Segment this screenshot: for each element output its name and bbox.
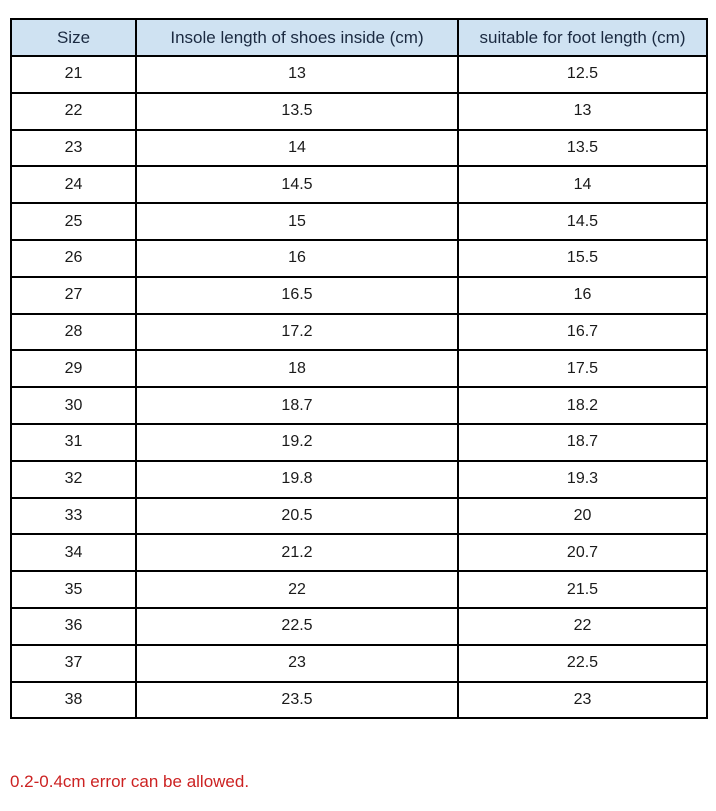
cell-foot-length: 19.3 <box>458 461 707 498</box>
cell-size: 34 <box>11 534 136 571</box>
cell-foot-length: 14.5 <box>458 203 707 240</box>
cell-size: 37 <box>11 645 136 682</box>
cell-insole-length: 14.5 <box>136 166 458 203</box>
cell-size: 26 <box>11 240 136 277</box>
cell-insole-length: 21.2 <box>136 534 458 571</box>
table-row <box>11 166 707 203</box>
cell-foot-length: 13.5 <box>458 130 707 167</box>
table-row <box>11 240 707 277</box>
cell-insole-length: 22.5 <box>136 608 458 645</box>
cell-insole-length: 13 <box>136 56 458 93</box>
cell-size: 22 <box>11 93 136 130</box>
cell-size: 25 <box>11 203 136 240</box>
table-row <box>11 608 707 645</box>
table-row <box>11 682 707 719</box>
cell-foot-length: 15.5 <box>458 240 707 277</box>
cell-insole-length: 16.5 <box>136 277 458 314</box>
cell-insole-length: 20.5 <box>136 498 458 535</box>
table-row <box>11 93 707 130</box>
cell-size: 35 <box>11 571 136 608</box>
table-header-row <box>11 19 707 56</box>
cell-foot-length: 14 <box>458 166 707 203</box>
header-foot-length: suitable for foot length (cm) <box>458 19 707 56</box>
cell-size: 29 <box>11 350 136 387</box>
cell-size: 32 <box>11 461 136 498</box>
cell-foot-length: 18.2 <box>458 387 707 424</box>
cell-foot-length: 23 <box>458 682 707 719</box>
table-body <box>11 56 707 718</box>
cell-foot-length: 22.5 <box>458 645 707 682</box>
table-row <box>11 461 707 498</box>
table-row <box>11 424 707 461</box>
table-row <box>11 314 707 351</box>
table-row <box>11 56 707 93</box>
cell-foot-length: 17.5 <box>458 350 707 387</box>
table-row <box>11 534 707 571</box>
cell-size: 31 <box>11 424 136 461</box>
cell-size: 38 <box>11 682 136 719</box>
cell-insole-length: 17.2 <box>136 314 458 351</box>
cell-size: 30 <box>11 387 136 424</box>
table-row <box>11 387 707 424</box>
cell-insole-length: 14 <box>136 130 458 167</box>
cell-foot-length: 20.7 <box>458 534 707 571</box>
cell-size: 33 <box>11 498 136 535</box>
cell-insole-length: 13.5 <box>136 93 458 130</box>
cell-size: 36 <box>11 608 136 645</box>
cell-foot-length: 16 <box>458 277 707 314</box>
table-row <box>11 498 707 535</box>
cell-foot-length: 13 <box>458 93 707 130</box>
cell-insole-length: 15 <box>136 203 458 240</box>
cell-insole-length: 23 <box>136 645 458 682</box>
cell-size: 27 <box>11 277 136 314</box>
cell-insole-length: 16 <box>136 240 458 277</box>
error-tolerance-note: 0.2-0.4cm error can be allowed. <box>10 772 250 791</box>
cell-foot-length: 22 <box>458 608 707 645</box>
cell-foot-length: 21.5 <box>458 571 707 608</box>
cell-size: 23 <box>11 130 136 167</box>
cell-insole-length: 18 <box>136 350 458 387</box>
table-row <box>11 571 707 608</box>
cell-foot-length: 20 <box>458 498 707 535</box>
cell-insole-length: 19.8 <box>136 461 458 498</box>
cell-size: 21 <box>11 56 136 93</box>
table-row <box>11 130 707 167</box>
cell-insole-length: 18.7 <box>136 387 458 424</box>
header-size: Size <box>11 19 136 56</box>
table-row <box>11 645 707 682</box>
table-row <box>11 277 707 314</box>
header-insole-length: Insole length of shoes inside (cm) <box>136 19 458 56</box>
shoe-size-table <box>10 18 708 719</box>
cell-insole-length: 22 <box>136 571 458 608</box>
cell-size: 24 <box>11 166 136 203</box>
table-row <box>11 350 707 387</box>
cell-size: 28 <box>11 314 136 351</box>
cell-insole-length: 23.5 <box>136 682 458 719</box>
cell-foot-length: 18.7 <box>458 424 707 461</box>
cell-insole-length: 19.2 <box>136 424 458 461</box>
cell-foot-length: 12.5 <box>458 56 707 93</box>
cell-foot-length: 16.7 <box>458 314 707 351</box>
table-row <box>11 203 707 240</box>
